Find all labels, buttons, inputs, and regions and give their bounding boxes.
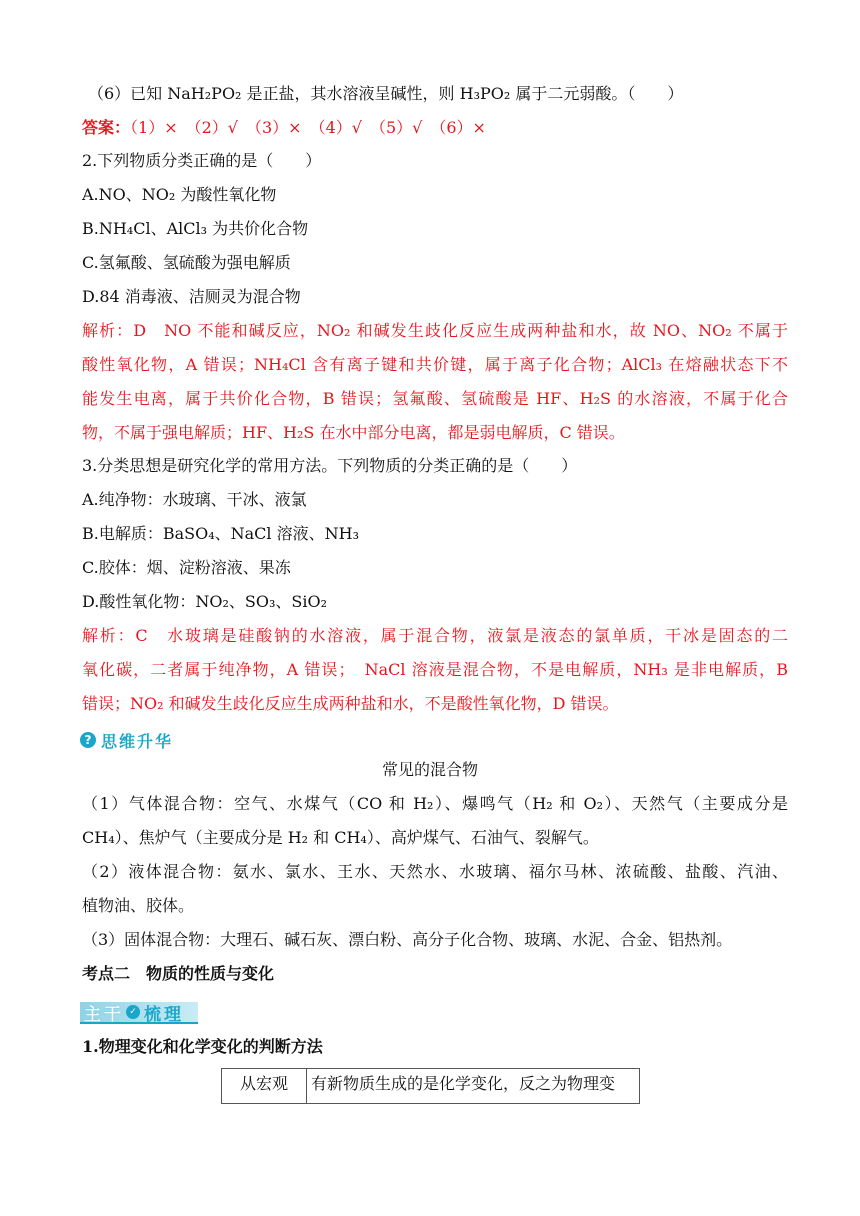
subheading: 1.物理变化和化学变化的判断方法 — [82, 1037, 323, 1056]
q3-analysis-line: 错误；NO₂ 和碱发生歧化反应生成两种盐和水，不是酸性氧化物，D 错误。 — [82, 694, 619, 713]
q3-analysis-line: 氧化碳，二者属于纯净物，A 错误； NaCl 溶液是混合物，不是电解质，NH₃ 是非电解质，B — [82, 660, 788, 679]
q3-analysis-line: 解析：C 水玻璃是硅酸钠的水溶液，属于混合物，液氯是液态的氯单质，干冰是固态的二 — [82, 626, 788, 645]
q3-option-d: D.酸性氧化物：NO₂、SO₃、SiO₂ — [82, 592, 327, 611]
q2-option-c: C.氢氟酸、氢硫酸为强电解质 — [82, 253, 291, 272]
q2-option-d: D.84 消毒液、洁厕灵为混合物 — [82, 287, 301, 306]
mixtures-title: 常见的混合物 — [381, 760, 478, 779]
q3-option-c: C.胶体：烟、淀粉溶液、果冻 — [82, 558, 291, 577]
q2-stem: 2.下列物质分类正确的是（ ） — [82, 151, 322, 170]
mixtures-gas-line: （1）气体混合物：空气、水煤气（CO 和 H₂）、爆鸣气（H₂ 和 O₂）、天然气（主要成分是 — [82, 794, 788, 813]
mixtures-solid-line: （3）固体混合物：大理石、碱石灰、漂白粉、高分子化合物、玻璃、水泥、合金、铝热剂。 — [82, 930, 733, 949]
table-cell: 从宏观 — [222, 1069, 307, 1104]
mixtures-gas-line: CH₄）、焦炉气（主要成分是 H₂ 和 CH₄）、高炉煤气、石油气、裂解气。 — [82, 828, 599, 847]
answer-items: （1）× （2）√ （3）× （4）√ （5）√ （6）× — [130, 118, 486, 137]
table-cell: 有新物质生成的是化学变化，反之为物理变 — [307, 1069, 640, 1104]
answer-label: 答案： — [82, 118, 131, 137]
section-badge-label: 思维升华 — [101, 731, 174, 751]
q3-option-b: B.电解质：BaSO₄、NaCl 溶液、NH₃ — [82, 524, 359, 543]
mixtures-liquid-line: 植物油、胶体。 — [82, 896, 195, 915]
q2-option-b: B.NH₄Cl、AlCl₃ 为共价化合物 — [82, 219, 309, 238]
mixtures-liquid-line: （2）液体混合物：氨水、氯水、王水、天然水、水玻璃、福尔马林、浓硫酸、盐酸、汽油、 — [82, 862, 788, 881]
badge-right-label: 梳理 — [144, 1004, 184, 1025]
q3-option-a: A.纯净物：水玻璃、干冰、液氯 — [82, 490, 307, 509]
question-icon: ? — [80, 732, 96, 748]
q2-option-a: A.NO、NO₂ 为酸性氧化物 — [82, 185, 277, 204]
question-6: （6）已知 NaH₂PO₂ 是正盐，其水溶液呈碱性，则 H₃PO₂ 属于二元弱酸。（ ） — [88, 84, 684, 103]
q2-analysis-line: 物，不属于强电解质；HF、H₂S 在水中部分电离，都是弱电解质，C 错误。 — [82, 423, 625, 442]
q2-analysis-line: 酸性氧化物，A 错误；NH₄Cl 含有离子键和共价键，属于离子化合物；AlCl₃ 在熔融状态下不 — [82, 355, 788, 374]
answer-line — [82, 118, 788, 138]
check-icon: ✓ — [126, 1005, 140, 1019]
q2-analysis-line: 能发生电离，属于共价化合物，B 错误；氢氟酸、氢硫酸是 HF、H₂S 的水溶液，不属于化合 — [82, 389, 788, 408]
table-row — [222, 1069, 640, 1104]
judgment-table — [221, 1068, 640, 1104]
section-badge-thinking — [80, 729, 173, 751]
badge-left-label: 主干 — [84, 1004, 124, 1025]
q2-analysis-line: 解析：D NO 不能和碱反应，NO₂ 和碱发生歧化反应生成两种盐和水，故 NO、NO₂ 不属于 — [82, 321, 788, 340]
section-badge-main — [80, 1000, 198, 1026]
q3-stem: 3.分类思想是研究化学的常用方法。下列物质的分类正确的是（ ） — [82, 456, 578, 475]
kaodian-heading: 考点二 物质的性质与变化 — [82, 964, 275, 983]
